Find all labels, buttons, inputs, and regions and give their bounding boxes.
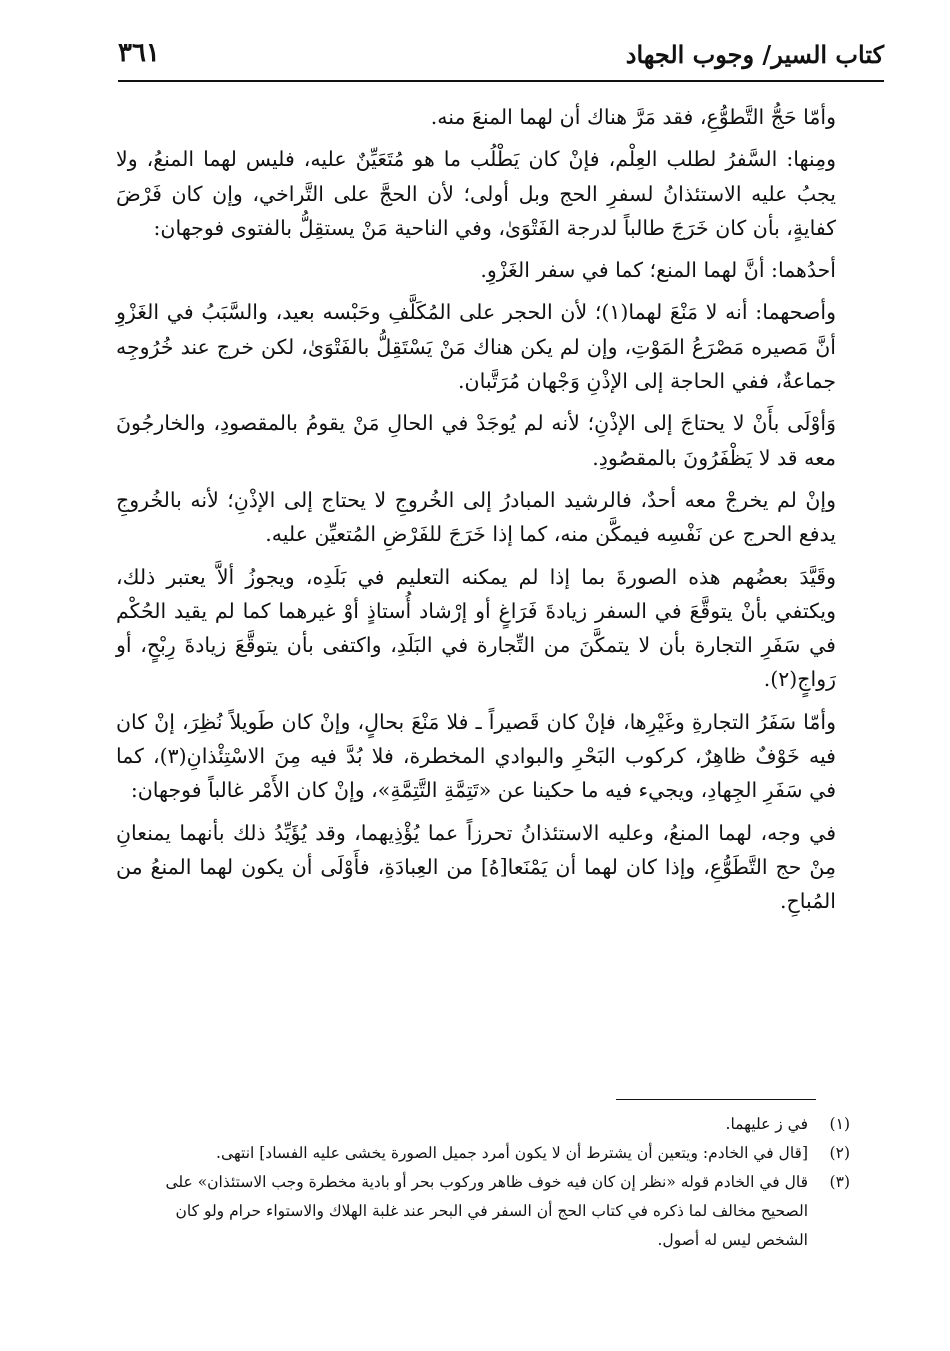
paragraph: ومِنها: السَّفرُ لطلب العِلْم، فإنْ كان يَطْلُب ما هو مُتَعَيِّنٌ عليه، فليس لهما المنعُ، ولا يجبُ عليه الاستئذانُ لسفرِ الحج وبل أولى؛ لأن الحجَّ على التَّراخي، وإن كان فَرْضَ كفايةٍ، بأن كان خَرَجَ طالباً لدرجة الفَتْوَىٰ، وفي الناحية مَنْ يستقِلُّ بالفتوى فوجهان: xyxy=(116,147,836,240)
page-number: ٣٦١ xyxy=(118,38,160,68)
paragraph: في وجه، لهما المنعُ، وعليه الاستئذانُ تحرزاً عما يُؤْذِيهما، وقد يُؤَيِّدُ ذلك بأنهما يمنعانِ مِنْ حج التَّطَوُّعِ، وإذا كان لهما أن يَمْنَعا[هُ] من العِبادَةِ، فأَوْلَى أن يكون لهما المنعُ من المُباحِ. xyxy=(116,820,836,914)
paragraph: وأمّا سَفَرُ التجارةِ وغَيْرِها، فإنْ كان قَصيراً ـ فلا مَنْعَ بحالٍ، وإنْ كان طَويلاً نُظِرَ، إنْ كان فيه خَوْفٌ ظاهِرٌ، كركوب البَحْرِ والبوادي المخطرة، فلا بُدَّ فيه مِنَ الاسْتِئْذانِ(٣)، كما في سَفَرِ الجِهادِ، ويجيء فيه ما حكينا عن «تَتِمَّةِ التَّتِمَّةِ»، وإنْ كان الأَمْر غالباً فوجهان: xyxy=(116,709,836,803)
footnote-text: قال في الخادم قوله «نظر إن كان فيه خوف ظاهر وركوب بحر أو بادية مخطرة وجب الاستئذان» على الصحيح مخالف لما ذكره في كتاب الحج أن السفر في البحر عند غلبة الهلاك والاستواء حرام ولو كان الشخص ليس له أصول. xyxy=(165,1173,808,1249)
footnote xyxy=(130,1168,850,1255)
paragraph: وإنْ لم يخرجْ معه أحدٌ، فالرشيد المبادرُ إلى الخُروجِ لا يحتاج إلى الإذْنِ؛ لأنه بالخُروجِ يدفع الحرج عن نَفْسِه فيمكَّن منه، كما إذا خَرَجَ للفَرْضِ المُتعيِّن عليه. xyxy=(116,487,836,547)
paragraph: أحدُهما: أنَّ لهما المنع؛ كما في سفر الغَزْوِ. xyxy=(480,258,836,283)
footnote-number: (١) xyxy=(829,1115,850,1133)
footnote-separator xyxy=(616,1099,816,1100)
footnote-number: (٣) xyxy=(829,1173,850,1191)
footnote-text: في ز عليهما. xyxy=(725,1115,808,1133)
paragraph: وأمّا حَجُّ التَّطوُّعِ، فقد مَرَّ هناك أن لهما المنعَ منه. xyxy=(430,105,836,129)
paragraph: وأصحهما: أنه لا مَنْعَ لهما(١)؛ لأن الحجر على المُكَلَّفِ وحَبْسه بعيد، والسَّبَبُ في الغَزْوِ أنَّ مَصيره مَصْرَعُ المَوْتِ، وإن لم يكن هناك مَنْ يَسْتَقِلُّ بالفَتْوَىٰ، لكن خرج عند خُرُوجِه جماعةٌ، ففي الحاجة إلى الإذْنِ وَجْهان مُرَتَّبان. xyxy=(116,300,836,394)
page-header xyxy=(118,36,884,82)
paragraph: وَأوْلَى بأَنْ لا يحتاجَ إلى الإذْنِ؛ لأنه لم يُوجَدْ في الحالِ مَنْ يقومُ بالمقصودِ، والخارجُونَ معه قد لا يَظْفَرُونَ بالمقصُودِ. xyxy=(116,411,836,470)
main-text xyxy=(116,100,836,927)
footnotes xyxy=(130,1110,850,1255)
footnote-text: [قال في الخادم: ويتعين أن يشترط أن لا يكون أمرد جميل الصورة يخشى عليه الفساد] انتهى. xyxy=(216,1144,808,1162)
footnote xyxy=(130,1139,850,1168)
footnote xyxy=(130,1110,850,1139)
header-rule xyxy=(118,80,884,82)
footnote-number: (٢) xyxy=(829,1144,850,1162)
paragraph: وقَيَّدَ بعضُهم هذه الصورةَ بما إذا لم يمكنه التعليم في بَلَدِه، ويجوزُ ألاَّ يعتبر ذلك، ويكتفي بأنْ يتوقَّعَ في السفر زيادةَ فَرَاغٍ أو إرْشاد أُستاذٍ أوْ غيرهما كما لم يقيد الحُكْم في سَفَرِ التجارة بأن لا يتمكَّنَ من التِّجارة في البَلَدِ، واكتفى بأن يتوقَّعَ زيادةَ رِبْحٍ، أو رَواجٍ(٢). xyxy=(116,564,836,692)
running-title: كتاب السير/ وجوب الجهاد xyxy=(625,40,884,69)
